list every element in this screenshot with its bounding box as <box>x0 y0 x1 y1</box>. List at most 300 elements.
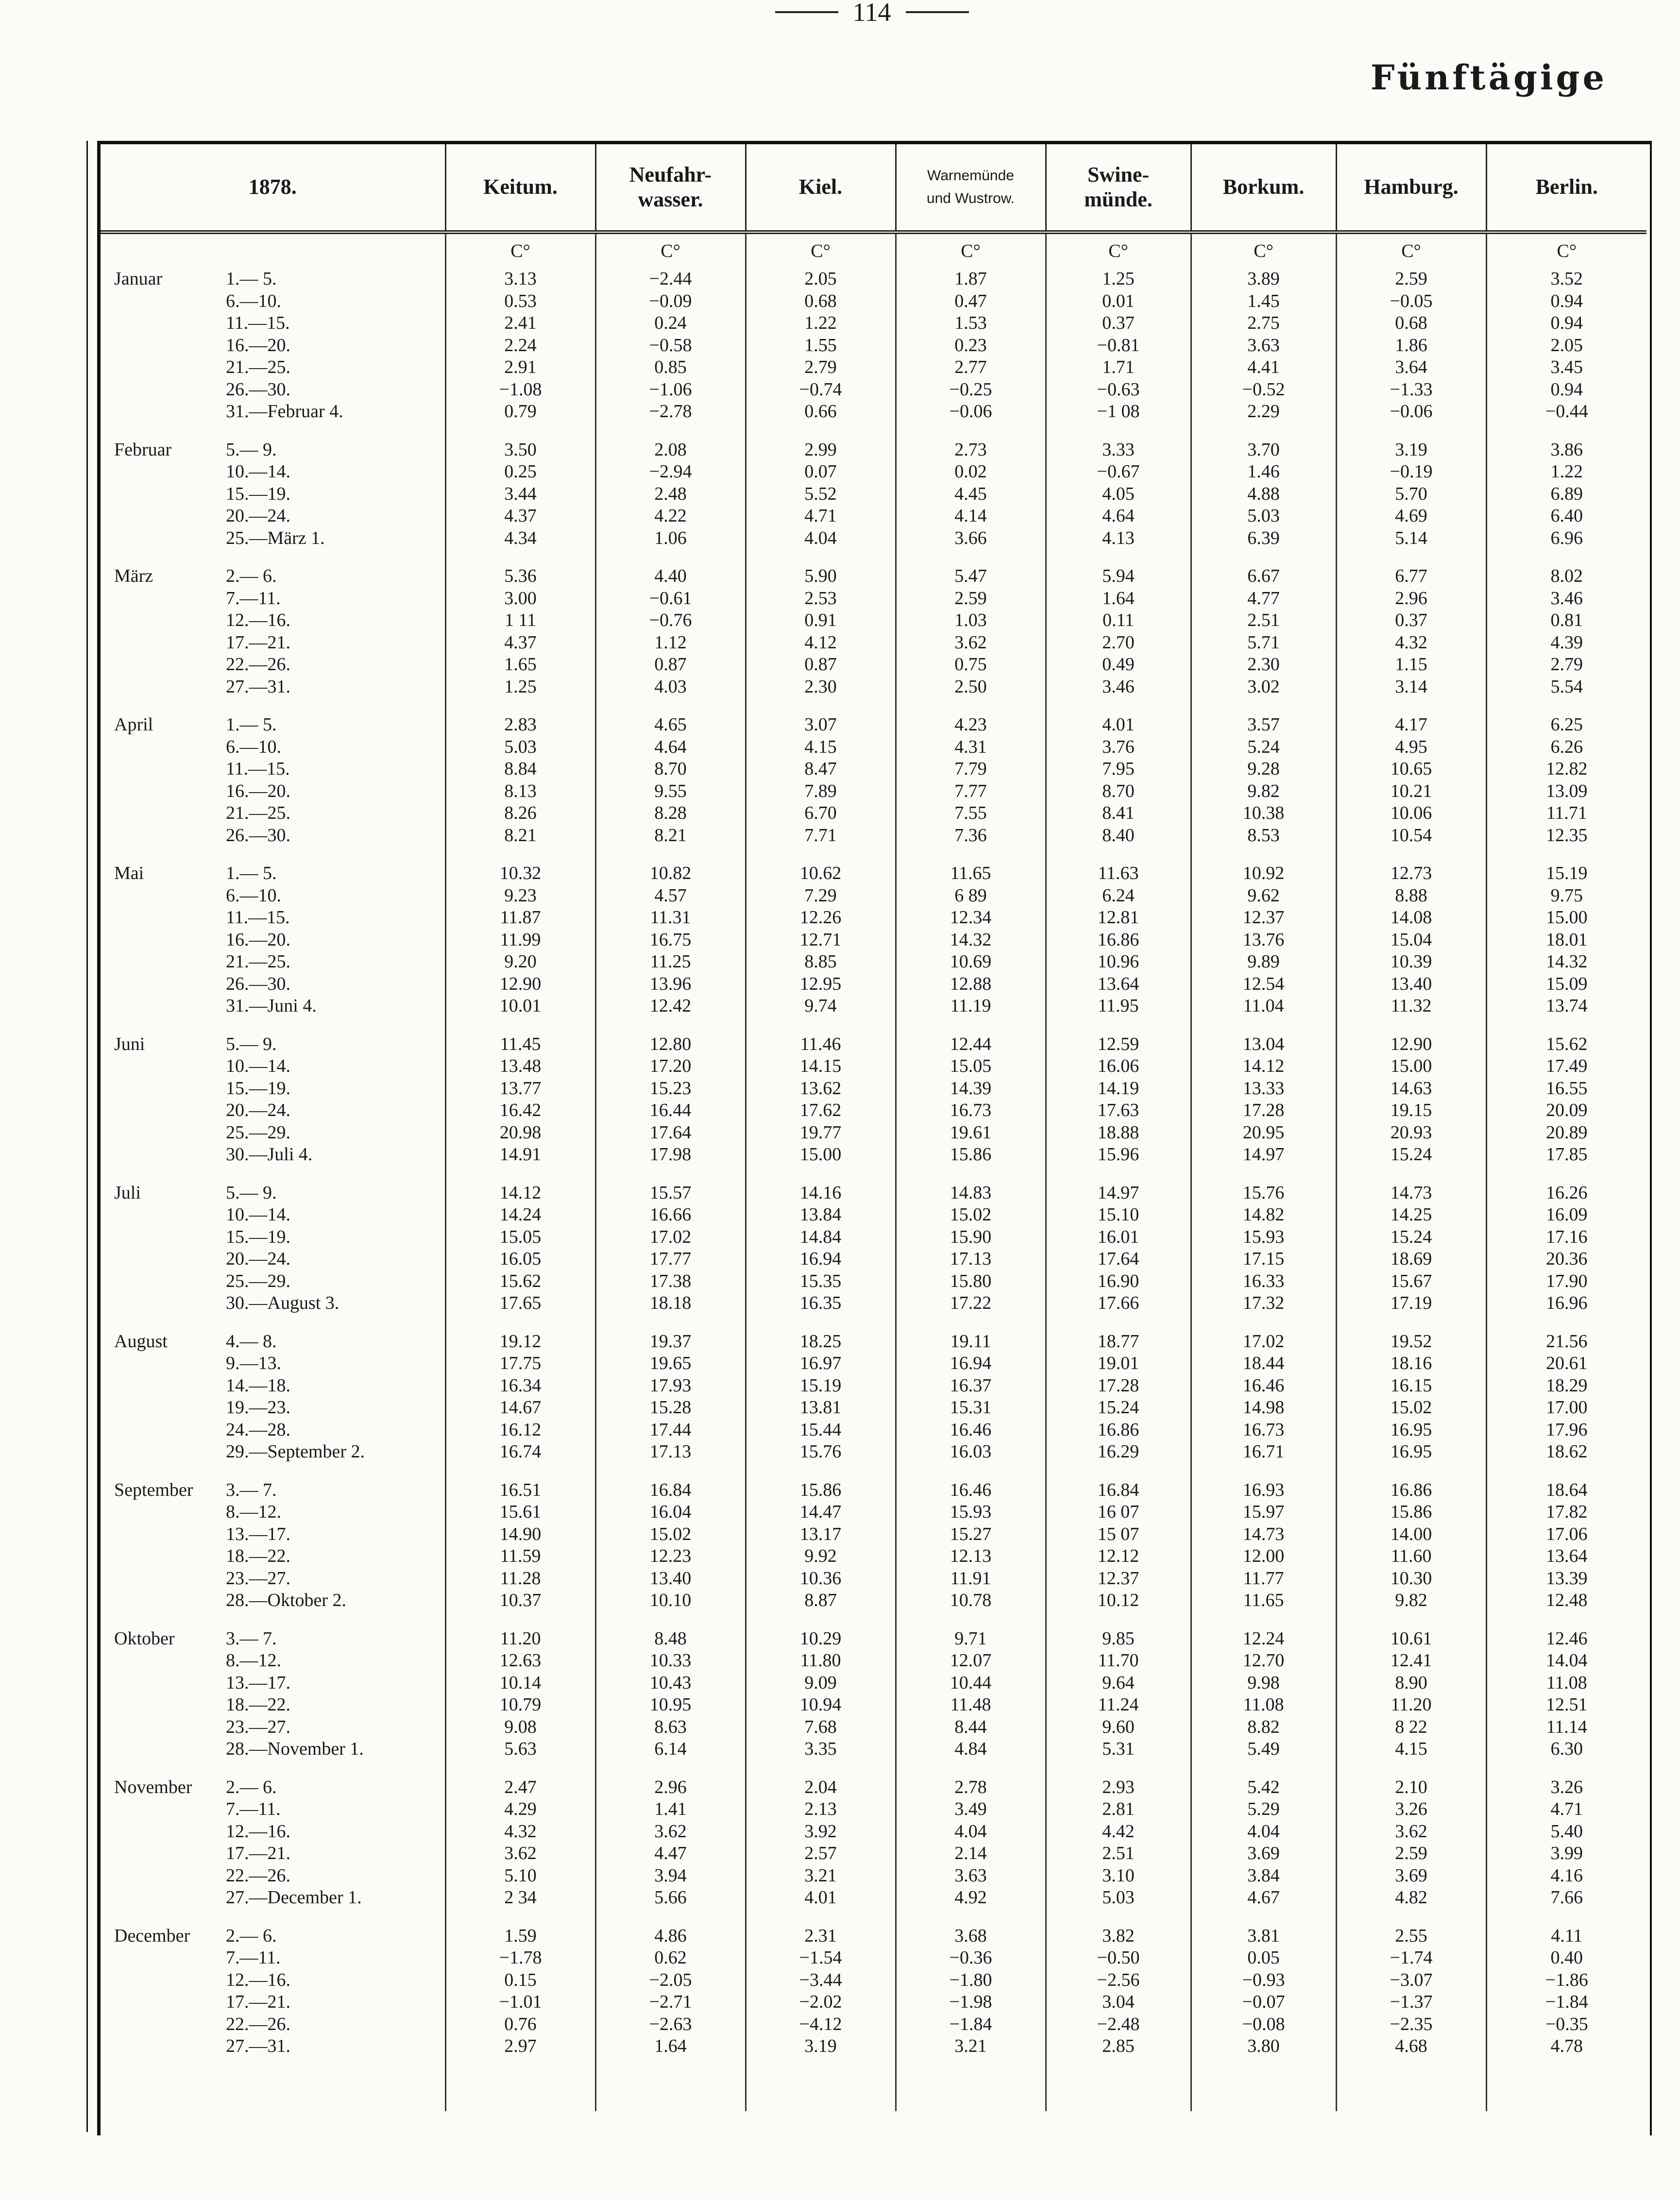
value-cell: 7.95 <box>1046 758 1191 780</box>
value-cell: 0.23 <box>896 335 1046 357</box>
value-cell: 2 34 <box>445 1887 595 1909</box>
value-cell: 5.63 <box>445 1738 595 1760</box>
value-cell: 17.06 <box>1486 1523 1646 1546</box>
month-gap <box>101 1463 1646 1479</box>
period-range: 10.—14. <box>226 461 290 482</box>
value-cell: 3.57 <box>1191 714 1336 736</box>
table-row <box>101 802 1646 825</box>
table-row <box>101 1055 1646 1078</box>
value-cell: 6.96 <box>1486 527 1646 550</box>
value-cell: 15.10 <box>1046 1204 1191 1226</box>
table-row <box>101 1843 1646 1865</box>
value-cell: 4.77 <box>1191 588 1336 610</box>
gap-cell <box>445 1315 595 1331</box>
station-header <box>1046 144 1191 232</box>
month-label: März <box>114 566 153 586</box>
value-cell: 7.29 <box>746 885 896 907</box>
period-range: 27.—December 1. <box>226 1887 362 1908</box>
value-cell: 3.66 <box>896 527 1046 550</box>
table-row <box>101 356 1646 379</box>
value-cell: −2.44 <box>595 268 746 290</box>
value-cell: 3.50 <box>445 439 595 461</box>
gap-cell <box>445 846 595 863</box>
value-cell: 2.59 <box>1336 1843 1486 1865</box>
value-cell: 8.70 <box>1046 780 1191 803</box>
value-cell: 15.96 <box>1046 1144 1191 1166</box>
period-cell <box>101 632 445 654</box>
value-cell: 2.79 <box>746 356 896 379</box>
value-cell: 3.62 <box>1336 1821 1486 1843</box>
value-cell: 14.32 <box>896 929 1046 951</box>
value-cell: 15.62 <box>1486 1033 1646 1056</box>
value-cell: 4.41 <box>1191 356 1336 379</box>
value-cell: 1 11 <box>445 609 595 632</box>
value-cell: 0.79 <box>445 401 595 423</box>
value-cell: 5.66 <box>595 1887 746 1909</box>
value-cell: 5.42 <box>1191 1777 1336 1799</box>
period-cell <box>101 1672 445 1694</box>
value-cell: 4.39 <box>1486 632 1646 654</box>
value-cell: 18.62 <box>1486 1441 1646 1463</box>
value-cell: 0.66 <box>746 401 896 423</box>
value-cell: 15.97 <box>1191 1501 1336 1523</box>
period-cell <box>101 1033 445 1056</box>
value-cell: −2.02 <box>746 1991 896 2014</box>
value-cell: 4.92 <box>896 1887 1046 1909</box>
value-cell: 7.66 <box>1486 1887 1646 1909</box>
value-cell: 14.32 <box>1486 951 1646 973</box>
value-cell: 11.45 <box>445 1033 595 1056</box>
value-cell: −1.33 <box>1336 379 1486 401</box>
table-row <box>101 1479 1646 1502</box>
value-cell: 4.05 <box>1046 483 1191 506</box>
gap-cell <box>746 423 896 439</box>
value-cell: 0.07 <box>746 461 896 483</box>
period-range: 26.—30. <box>226 825 290 846</box>
value-cell: 4.04 <box>1191 1821 1336 1843</box>
value-cell: −0.06 <box>896 401 1046 423</box>
station-header-line: Swine- <box>1087 162 1150 186</box>
gap-cell <box>746 1760 896 1777</box>
value-cell: 16.97 <box>746 1353 896 1375</box>
period-cell <box>101 1694 445 1716</box>
value-cell: 8.41 <box>1046 802 1191 825</box>
table-row <box>101 1441 1646 1463</box>
period-range: 20.—24. <box>226 1100 290 1120</box>
period-cell <box>101 1479 445 1502</box>
period-range: 27.—31. <box>226 2036 290 2056</box>
period-range: 30.—August 3. <box>226 1293 339 1313</box>
period-range: 28.—Oktober 2. <box>226 1590 347 1610</box>
table-row <box>101 973 1646 996</box>
value-cell: 15.28 <box>595 1397 746 1419</box>
gap-cell <box>1336 1017 1486 1033</box>
value-cell: 19.37 <box>595 1331 746 1353</box>
period-cell <box>101 1590 445 1612</box>
gap-cell <box>1191 1909 1336 1925</box>
value-cell: 16.94 <box>896 1353 1046 1375</box>
period-cell <box>101 2035 445 2058</box>
table-row <box>101 1590 1646 1612</box>
value-cell: 11.08 <box>1486 1672 1646 1694</box>
value-cell: 12.24 <box>1191 1628 1336 1650</box>
period-range: 31.—Juni 4. <box>226 996 317 1016</box>
value-cell: 13.39 <box>1486 1568 1646 1590</box>
period-cell <box>101 1204 445 1226</box>
gap-cell <box>1486 1909 1646 1925</box>
month-gap <box>101 846 1646 863</box>
value-cell: 7.77 <box>896 780 1046 803</box>
station-header-line: wasser. <box>638 187 703 211</box>
value-cell: 1.41 <box>595 1798 746 1821</box>
period-cell <box>101 1055 445 1078</box>
month-label: Oktober <box>114 1628 175 1649</box>
value-cell: 0.81 <box>1486 609 1646 632</box>
page-number: 114 <box>852 0 891 27</box>
gap-cell <box>1486 1463 1646 1479</box>
value-cell: 0.15 <box>445 1969 595 1992</box>
value-cell: 10.69 <box>896 951 1046 973</box>
gap-cell <box>896 1612 1046 1628</box>
value-cell: 0.75 <box>896 654 1046 676</box>
table-row <box>101 1501 1646 1523</box>
gap-cell <box>101 1909 445 1925</box>
gap-cell <box>595 1315 746 1331</box>
value-cell: 16.93 <box>1191 1479 1336 1502</box>
value-cell: 4.78 <box>1486 2035 1646 2058</box>
value-cell: 3.35 <box>746 1738 896 1760</box>
tail-cell <box>1191 2058 1336 2111</box>
value-cell: 11.71 <box>1486 802 1646 825</box>
period-cell <box>101 565 445 588</box>
period-cell <box>101 268 445 290</box>
value-cell: 16.73 <box>896 1100 1046 1122</box>
period-cell <box>101 1568 445 1590</box>
table-row <box>101 714 1646 736</box>
value-cell: 2.08 <box>595 439 746 461</box>
period-cell <box>101 379 445 401</box>
period-range: 17.—21. <box>226 1992 290 2012</box>
period-cell <box>101 335 445 357</box>
gap-cell <box>1046 423 1191 439</box>
value-cell: 12.35 <box>1486 825 1646 847</box>
gap-cell <box>1046 1909 1191 1925</box>
gap-cell <box>101 423 445 439</box>
value-cell: 3.80 <box>1191 2035 1336 2058</box>
value-cell: 6.14 <box>595 1738 746 1760</box>
value-cell: 8.88 <box>1336 885 1486 907</box>
table-row <box>101 995 1646 1017</box>
value-cell: 0.11 <box>1046 609 1191 632</box>
period-range: 18.—22. <box>226 1546 290 1566</box>
value-cell: 1.46 <box>1191 461 1336 483</box>
value-cell: 4.69 <box>1336 505 1486 527</box>
value-cell: 5.24 <box>1191 736 1336 759</box>
value-cell: 0.47 <box>896 290 1046 313</box>
value-cell: 17.96 <box>1486 1419 1646 1441</box>
value-cell: 3.99 <box>1486 1843 1646 1865</box>
value-cell: 14.67 <box>445 1397 595 1419</box>
value-cell: 10.06 <box>1336 802 1486 825</box>
table-row <box>101 780 1646 803</box>
value-cell: 19.12 <box>445 1331 595 1353</box>
value-cell: 3.19 <box>746 2035 896 2058</box>
value-cell: 5.90 <box>746 565 896 588</box>
value-cell: 16.34 <box>445 1375 595 1397</box>
value-cell: 2.96 <box>1336 588 1486 610</box>
gap-cell <box>1336 1760 1486 1777</box>
gap-cell <box>1336 1463 1486 1479</box>
value-cell: 3.26 <box>1486 1777 1646 1799</box>
value-cell: −2.94 <box>595 461 746 483</box>
value-cell: 16.95 <box>1336 1441 1486 1463</box>
table-row <box>101 863 1646 885</box>
value-cell: 19.01 <box>1046 1353 1191 1375</box>
value-cell: −0.19 <box>1336 461 1486 483</box>
table-row <box>101 632 1646 654</box>
value-cell: 14.90 <box>445 1523 595 1546</box>
gap-cell <box>1191 846 1336 863</box>
value-cell: 16.35 <box>746 1292 896 1315</box>
value-cell: 6.40 <box>1486 505 1646 527</box>
gap-cell <box>1191 1760 1336 1777</box>
value-cell: 18.25 <box>746 1331 896 1353</box>
value-cell: 20.95 <box>1191 1122 1336 1144</box>
table-row <box>101 1925 1646 1947</box>
period-cell <box>101 1821 445 1843</box>
value-cell: 12.80 <box>595 1033 746 1056</box>
value-cell: −0.06 <box>1336 401 1486 423</box>
month-gap <box>101 1760 1646 1777</box>
gap-cell <box>595 698 746 714</box>
value-cell: 1.25 <box>445 676 595 698</box>
value-cell: 8.26 <box>445 802 595 825</box>
value-cell: 15.00 <box>1486 907 1646 929</box>
period-cell <box>101 527 445 550</box>
period-cell <box>101 929 445 951</box>
value-cell: 1.71 <box>1046 356 1191 379</box>
period-cell <box>101 1777 445 1799</box>
value-cell: 17.98 <box>595 1144 746 1166</box>
value-cell: 4.22 <box>595 505 746 527</box>
value-cell: 11.48 <box>896 1694 1046 1716</box>
period-range: 6.—10. <box>226 736 281 757</box>
value-cell: 3.89 <box>1191 268 1336 290</box>
gap-cell <box>1191 1017 1336 1033</box>
value-cell: 9.89 <box>1191 951 1336 973</box>
month-label: December <box>114 1925 190 1946</box>
value-cell: −1.74 <box>1336 1947 1486 1969</box>
value-cell: 13.76 <box>1191 929 1336 951</box>
value-cell: 17.32 <box>1191 1292 1336 1315</box>
value-cell: −0.63 <box>1046 379 1191 401</box>
value-cell: 0.37 <box>1336 609 1486 632</box>
table-row <box>101 907 1646 929</box>
period-range: 10.—14. <box>226 1056 290 1076</box>
value-cell: 3.62 <box>445 1843 595 1865</box>
period-cell <box>101 1226 445 1249</box>
value-cell: 15.76 <box>746 1441 896 1463</box>
table-row <box>101 1122 1646 1144</box>
value-cell: 16.73 <box>1191 1419 1336 1441</box>
value-cell: 18.29 <box>1486 1375 1646 1397</box>
period-cell <box>101 1331 445 1353</box>
value-cell: −1.84 <box>896 2014 1046 2036</box>
value-cell: 4.23 <box>896 714 1046 736</box>
value-cell: 2.79 <box>1486 654 1646 676</box>
tail-cell <box>1336 2058 1486 2111</box>
period-range: 11.—15. <box>226 907 290 928</box>
value-cell: 13.09 <box>1486 780 1646 803</box>
value-cell: 12.44 <box>896 1033 1046 1056</box>
value-cell: 3.69 <box>1336 1865 1486 1887</box>
gap-cell <box>101 1166 445 1182</box>
period-range: 7.—11. <box>226 588 281 609</box>
value-cell: 4.16 <box>1486 1865 1646 1887</box>
value-cell: 4.04 <box>896 1821 1046 1843</box>
value-cell: −0.76 <box>595 609 746 632</box>
value-cell: 4.37 <box>445 505 595 527</box>
value-cell: 0.05 <box>1191 1947 1336 1969</box>
value-cell: 13.48 <box>445 1055 595 1078</box>
value-cell: 17.13 <box>896 1248 1046 1270</box>
value-cell: 16.84 <box>1046 1479 1191 1502</box>
period-cell <box>101 401 445 423</box>
period-range: 23.—27. <box>226 1568 290 1589</box>
value-cell: 10.14 <box>445 1672 595 1694</box>
value-cell: 10.92 <box>1191 863 1336 885</box>
period-cell <box>101 1523 445 1546</box>
value-cell: 6.24 <box>1046 885 1191 907</box>
value-cell: 2.53 <box>746 588 896 610</box>
table-row <box>101 1568 1646 1590</box>
period-range: 11.—15. <box>226 759 290 779</box>
unit-row <box>101 232 1646 268</box>
table-row <box>101 1821 1646 1843</box>
month-label: November <box>114 1777 192 1797</box>
value-cell: 2.47 <box>445 1777 595 1799</box>
value-cell: 6.70 <box>746 802 896 825</box>
value-cell: 13.81 <box>746 1397 896 1419</box>
value-cell: 3.44 <box>445 483 595 506</box>
value-cell: 4.37 <box>445 632 595 654</box>
period-range: 1.— 5. <box>226 269 277 289</box>
value-cell: 9.74 <box>746 995 896 1017</box>
gap-cell <box>1486 1166 1646 1182</box>
value-cell: 5.03 <box>445 736 595 759</box>
value-cell: 15.27 <box>896 1523 1046 1546</box>
value-cell: 6.67 <box>1191 565 1336 588</box>
unit-cell: C° <box>445 232 595 268</box>
value-cell: 11.77 <box>1191 1568 1336 1590</box>
tail-cell <box>1046 2058 1191 2111</box>
value-cell: 4.34 <box>445 527 595 550</box>
gap-cell <box>445 1166 595 1182</box>
value-cell: 17.64 <box>1046 1248 1191 1270</box>
value-cell: 0.37 <box>1046 312 1191 335</box>
value-cell: 6.89 <box>1486 483 1646 506</box>
table-row <box>101 1523 1646 1546</box>
gap-cell <box>1336 1612 1486 1628</box>
table-header <box>101 144 1646 232</box>
value-cell: 2.41 <box>445 312 595 335</box>
value-cell: 9.98 <box>1191 1672 1336 1694</box>
gap-cell <box>1486 549 1646 565</box>
value-cell: 17.66 <box>1046 1292 1191 1315</box>
value-cell: −1.80 <box>896 1969 1046 1992</box>
period-cell <box>101 483 445 506</box>
value-cell: 16.46 <box>896 1419 1046 1441</box>
value-cell: 16.86 <box>1336 1479 1486 1502</box>
table-row <box>101 1947 1646 1969</box>
value-cell: 6.77 <box>1336 565 1486 588</box>
period-range: 3.— 7. <box>226 1628 277 1649</box>
value-cell: 7.55 <box>896 802 1046 825</box>
value-cell: 9.85 <box>1046 1628 1191 1650</box>
value-cell: 12.48 <box>1486 1590 1646 1612</box>
gap-cell <box>1191 423 1336 439</box>
gap-cell <box>896 423 1046 439</box>
period-cell <box>101 1798 445 1821</box>
period-range: 1.— 5. <box>226 863 277 883</box>
gap-cell <box>896 1017 1046 1033</box>
value-cell: 17.49 <box>1486 1055 1646 1078</box>
value-cell: 3.63 <box>1191 335 1336 357</box>
value-cell: 10.61 <box>1336 1628 1486 1650</box>
period-cell <box>101 1650 445 1672</box>
value-cell: 3.62 <box>595 1821 746 1843</box>
value-cell: 3.21 <box>896 2035 1046 2058</box>
value-cell: −2.63 <box>595 2014 746 2036</box>
value-cell: 16.42 <box>445 1100 595 1122</box>
unit-cell: C° <box>1191 232 1336 268</box>
value-cell: −2.78 <box>595 401 746 423</box>
value-cell: 4.47 <box>595 1843 746 1865</box>
value-cell: 0.76 <box>445 2014 595 2036</box>
tail-cell <box>1486 2058 1646 2111</box>
table-row <box>101 1182 1646 1204</box>
value-cell: 3.02 <box>1191 676 1336 698</box>
value-cell: 18.16 <box>1336 1353 1486 1375</box>
value-cell: 13.40 <box>1336 973 1486 996</box>
value-cell: −3.44 <box>746 1969 896 1992</box>
table-row <box>101 290 1646 313</box>
value-cell: 12.70 <box>1191 1650 1336 1672</box>
value-cell: −0.05 <box>1336 290 1486 313</box>
value-cell: 4.01 <box>1046 714 1191 736</box>
period-cell <box>101 312 445 335</box>
table-row <box>101 1331 1646 1353</box>
value-cell: 8.40 <box>1046 825 1191 847</box>
gap-cell <box>1046 846 1191 863</box>
period-cell <box>101 1182 445 1204</box>
value-cell: 2.05 <box>1486 335 1646 357</box>
period-cell <box>101 736 445 759</box>
value-cell: 12.46 <box>1486 1628 1646 1650</box>
value-cell: 4.71 <box>746 505 896 527</box>
value-cell: 15.31 <box>896 1397 1046 1419</box>
value-cell: 11.19 <box>896 995 1046 1017</box>
period-range: 22.—26. <box>226 2014 290 2034</box>
value-cell: 4.29 <box>445 1798 595 1821</box>
value-cell: 10.39 <box>1336 951 1486 973</box>
month-gap <box>101 1166 1646 1182</box>
table-row <box>101 1694 1646 1716</box>
table-row <box>101 1650 1646 1672</box>
value-cell: 4.65 <box>595 714 746 736</box>
value-cell: 11.08 <box>1191 1694 1336 1716</box>
table-row <box>101 1716 1646 1739</box>
